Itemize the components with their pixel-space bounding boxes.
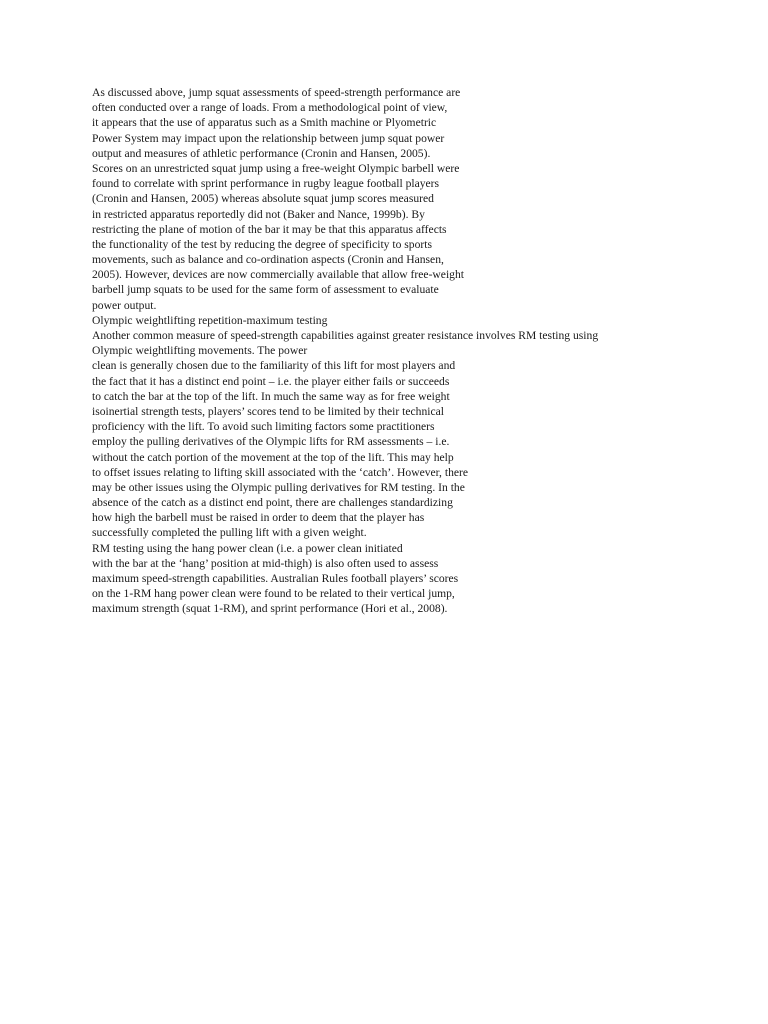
text-line: on the 1-RM hang power clean were found to be related to their vertical jump, xyxy=(92,587,455,601)
text-line: Olympic weightlifting movements. The power xyxy=(92,344,308,358)
text-line: movements, such as balance and co-ordination aspects (Cronin and Hansen, xyxy=(92,253,444,267)
text-line: Another common measure of speed-strength capabilities against greater resistance involves RM testing using xyxy=(92,329,599,342)
text-line: clean is generally chosen due to the familiarity of this lift for most players and xyxy=(92,359,456,373)
text-line: proficiency with the lift. To avoid such limiting factors some practitioners xyxy=(92,420,435,434)
text-line: barbell jump squats to be used for the same form of assessment to evaluate xyxy=(92,283,439,297)
text-line: restricting the plane of motion of the bar it may be that this apparatus affects xyxy=(92,222,447,236)
text-line: in restricted apparatus reportedly did not (Baker and Nance, 1999b). By xyxy=(92,207,425,221)
text-line: successfully completed the pulling lift with a given weight. xyxy=(92,526,367,540)
text-line: absence of the catch as a distinct end point, there are challenges standardizing xyxy=(92,496,453,510)
text-line: employ the pulling derivatives of the Olympic lifts for RM assessments – i.e. xyxy=(92,435,450,449)
text-line: power output. xyxy=(92,298,157,312)
text-line: maximum speed-strength capabilities. Australian Rules football players’ scores xyxy=(92,572,459,585)
text-line: the functionality of the test by reducing the degree of specificity to sports xyxy=(92,237,432,251)
text-line: Scores on an unrestricted squat jump using a free-weight Olympic barbell were xyxy=(92,161,460,175)
text-line: found to correlate with sprint performance in rugby league football players xyxy=(92,177,440,191)
text-line: As discussed above, jump squat assessments of speed-strength performance are xyxy=(92,86,461,99)
text-line: Power System may impact upon the relationship between jump squat power xyxy=(92,131,445,145)
text-line: isoinertial strength tests, players’ scores tend to be limited by their technical xyxy=(92,404,445,418)
text-line: Olympic weightlifting repetition-maximum testing xyxy=(92,313,328,327)
text-line: RM testing using the hang power clean (i.e. a power clean initiated xyxy=(92,541,403,555)
text-line: (Cronin and Hansen, 2005) whereas absolute squat jump scores measured xyxy=(92,192,434,206)
text-line: maximum strength (squat 1-RM), and sprint performance (Hori et al., 2008). xyxy=(92,602,448,616)
text-line: may be other issues using the Olympic pulling derivatives for RM testing. In the xyxy=(92,480,465,494)
text-line: often conducted over a range of loads. From a methodological point of view, xyxy=(92,101,448,115)
text-line: with the bar at the ‘hang’ position at mid-thigh) is also often used to assess xyxy=(92,556,439,570)
text-line: it appears that the use of apparatus such as a Smith machine or Plyometric xyxy=(92,116,437,130)
text-line: 2005). However, devices are now commercially available that allow free-weight xyxy=(92,268,464,282)
body-text xyxy=(92,85,732,617)
text-line: to catch the bar at the top of the lift. In much the same way as for free weight xyxy=(92,389,450,403)
text-line: how high the barbell must be raised in order to deem that the player has xyxy=(92,511,425,525)
text-line: the fact that it has a distinct end point – i.e. the player either fails or succeeds xyxy=(92,374,450,388)
text-line: without the catch portion of the movement at the top of the lift. This may help xyxy=(92,450,454,464)
text-line: to offset issues relating to lifting skill associated with the ‘catch’. However, there xyxy=(92,465,469,479)
text-line: output and measures of athletic performance (Cronin and Hansen, 2005). xyxy=(92,146,431,160)
